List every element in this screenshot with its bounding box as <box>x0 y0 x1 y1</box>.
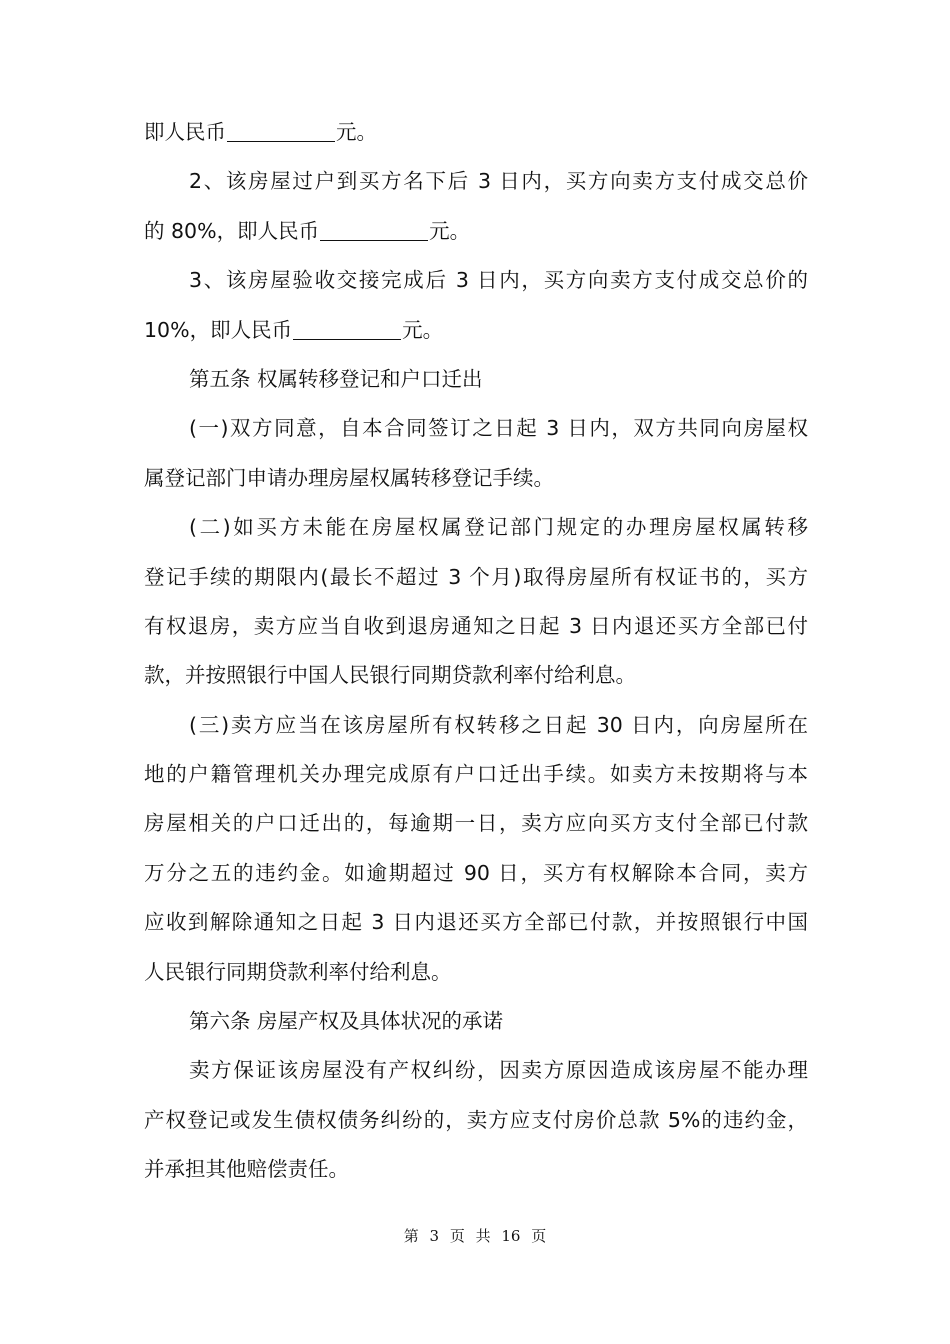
line-text: 卖方保证该房屋没有产权纠纷，因卖方原因造成该房屋不能办理 <box>189 1058 808 1083</box>
line-text: 万分之五的违约金。如逾期超过 90 日，买方有权解除本合同，卖方 <box>144 860 808 885</box>
line-text: (一)双方同意，自本合同签订之日起 3 日内，双方共同向房屋权 <box>189 416 808 441</box>
text-line <box>144 306 808 355</box>
line-text-suffix: 元。 <box>336 120 377 144</box>
line-text: 款，并按照银行中国人民银行同期贷款利率付给利息。 <box>144 663 636 688</box>
text-line <box>144 651 808 700</box>
text-line <box>144 997 808 1046</box>
text-line <box>144 454 808 503</box>
text-line <box>144 157 808 206</box>
line-text: 3、该房屋验收交接完成后 3 日内，买方向卖方支付成交总价的 <box>189 268 808 293</box>
fill-in-blank <box>293 317 401 340</box>
text-line <box>144 553 808 602</box>
text-line <box>144 355 808 404</box>
text-line <box>144 948 808 997</box>
line-text: 产权登记或发生债权债务纠纷的，卖方应支付房价总款 5%的违约金， <box>144 1107 808 1132</box>
line-text: 10%，即人民币 <box>144 317 293 342</box>
line-text: 的 80%，即人民币 <box>144 218 320 243</box>
line-text: 第六条 房屋产权及具体状况的承诺 <box>189 1009 504 1034</box>
text-line <box>144 750 808 799</box>
line-text: 地的户籍管理机关办理完成原有户口迁出手续。如卖方未按期将与本 <box>144 762 808 787</box>
document-body <box>144 108 808 1195</box>
fill-in-blank <box>227 119 335 142</box>
text-line <box>144 799 808 848</box>
text-line <box>144 1046 808 1095</box>
text-line <box>144 256 808 305</box>
fill-in-blank <box>320 218 428 241</box>
text-line <box>144 701 808 750</box>
line-text: 第五条 权属转移登记和户口迁出 <box>189 366 483 391</box>
page-footer: 第 3 页 共 16 页 <box>403 1227 547 1245</box>
line-text: 并承担其他赔偿责任。 <box>144 1157 349 1182</box>
text-line <box>144 108 808 157</box>
text-line <box>144 503 808 552</box>
line-text: 房屋相关的户口迁出的，每逾期一日，卖方应向买方支付全部已付款 <box>144 811 808 836</box>
text-line <box>144 404 808 453</box>
text-line <box>144 1096 808 1145</box>
line-text: 即人民币 <box>144 120 226 144</box>
text-line <box>144 602 808 651</box>
text-line <box>144 898 808 947</box>
line-text-suffix: 元。 <box>429 218 471 243</box>
text-line <box>144 207 808 256</box>
text-line <box>144 1145 808 1194</box>
line-text: (二)如买方未能在房屋权属登记部门规定的办理房屋权属转移 <box>189 515 808 540</box>
line-text: (三)卖方应当在该房屋所有权转移之日起 30 日内，向房屋所在 <box>189 712 808 737</box>
line-text: 登记手续的期限内(最长不超过 3 个月)取得房屋所有权证书的，买方 <box>144 564 808 589</box>
line-text: 2、该房屋过户到买方名下后 3 日内，买方向卖方支付成交总价 <box>189 169 808 194</box>
line-text: 应收到解除通知之日起 3 日内退还买方全部已付款，并按照银行中国 <box>144 910 808 935</box>
line-text: 有权退房，卖方应当自收到退房通知之日起 3 日内退还买方全部已付 <box>144 613 808 638</box>
line-text: 人民银行同期贷款利率付给利息。 <box>144 959 452 984</box>
line-text-suffix: 元。 <box>402 317 444 342</box>
text-line <box>144 849 808 898</box>
line-text: 属登记部门申请办理房屋权属转移登记手续。 <box>144 465 554 490</box>
